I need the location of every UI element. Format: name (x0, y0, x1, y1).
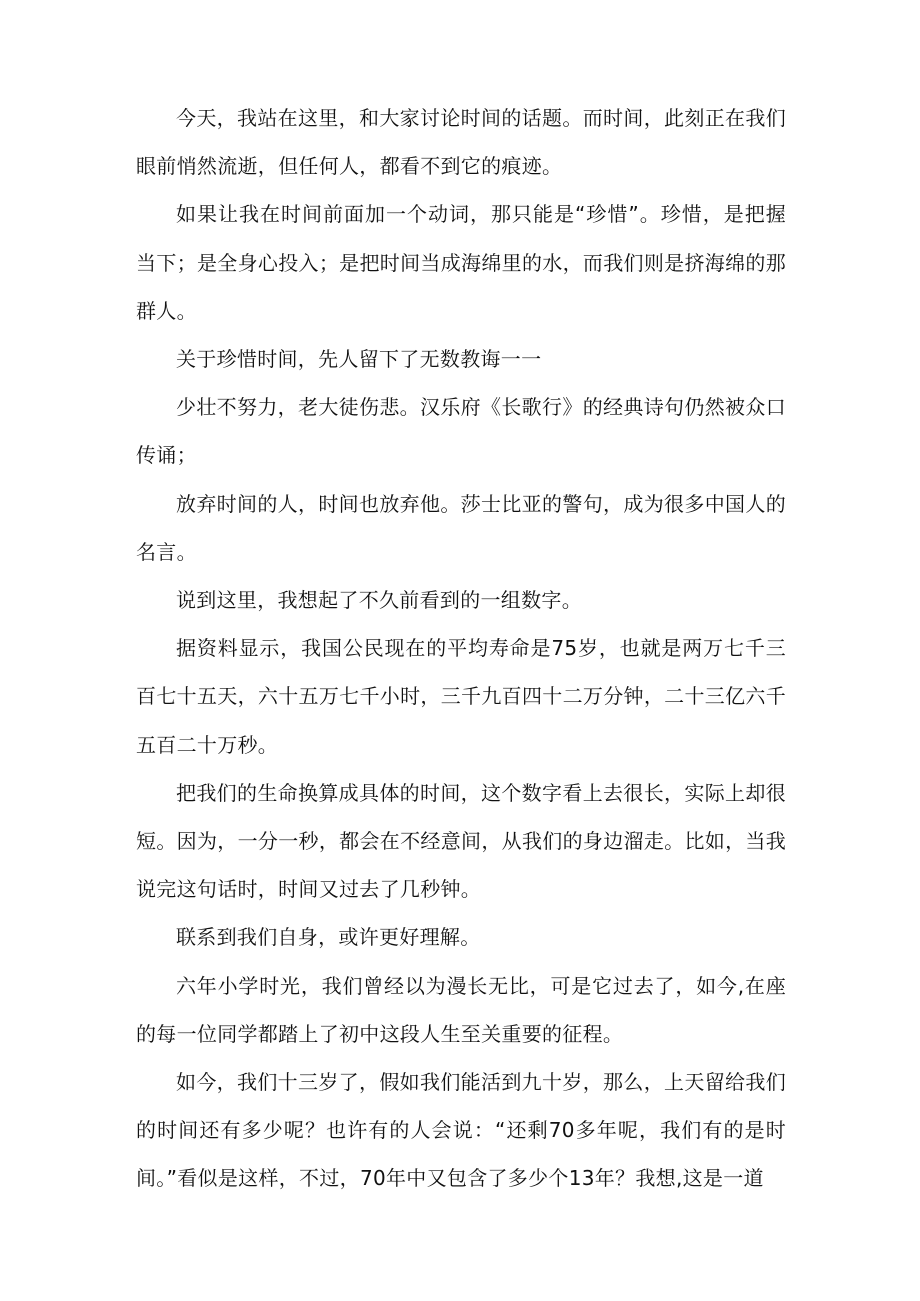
paragraph: 据资料显示，我国公民现在的平均寿命是75岁，也就是两万七千三百七十五天，六十五万七千小时，三千九百四十二万分钟，二十三亿六千五百二十万秒。 (136, 636, 786, 757)
paragraph: 如果让我在时间前面加一个动词，那只能是“珍惜”。珍惜，是把握当下；是全身心投入；是把时间当成海绵里的水，而我们则是挤海绵的那群人。 (136, 202, 786, 323)
paragraph: 联系到我们自身，或许更好理解。 (176, 925, 481, 950)
paragraph: 说到这里，我想起了不久前看到的一组数字。 (176, 588, 582, 613)
paragraph: 今天，我站在这里，和大家讨论时间的话题。而时间，此刻正在我们眼前悄然流逝，但任何人，都看不到它的痕迹。 (136, 106, 786, 179)
paragraph: 如今，我们十三岁了，假如我们能活到九十岁，那么，上天留给我们的时间还有多少呢？也许有的人会说：“还剩70多年呢，我们有的是时间。”看似是这样，不过，70年中又包含了多少个13年？我想,这是一道 (136, 1070, 786, 1191)
paragraph: 少壮不努力，老大徒伤悲。汉乐府《长歌行》的经典诗句仍然被众口传诵； (136, 395, 786, 468)
paragraph: 放弃时间的人，时间也放弃他。莎士比亚的警句，成为很多中国人的名言。 (136, 491, 786, 564)
paragraph: 六年小学时光，我们曾经以为漫长无比，可是它过去了，如今,在座的每一位同学都踏上了初中这段人生至关重要的征程。 (136, 973, 786, 1046)
paragraph: 把我们的生命换算成具体的时间，这个数字看上去很长，实际上却很短。因为，一分一秒，都会在不经意间，从我们的身边溜走。比如，当我说完这句话时，时间又过去了几秒钟。 (136, 780, 786, 902)
paragraph: 关于珍惜时间，先人留下了无数教诲一一 (176, 347, 542, 372)
document-body (136, 94, 786, 1203)
